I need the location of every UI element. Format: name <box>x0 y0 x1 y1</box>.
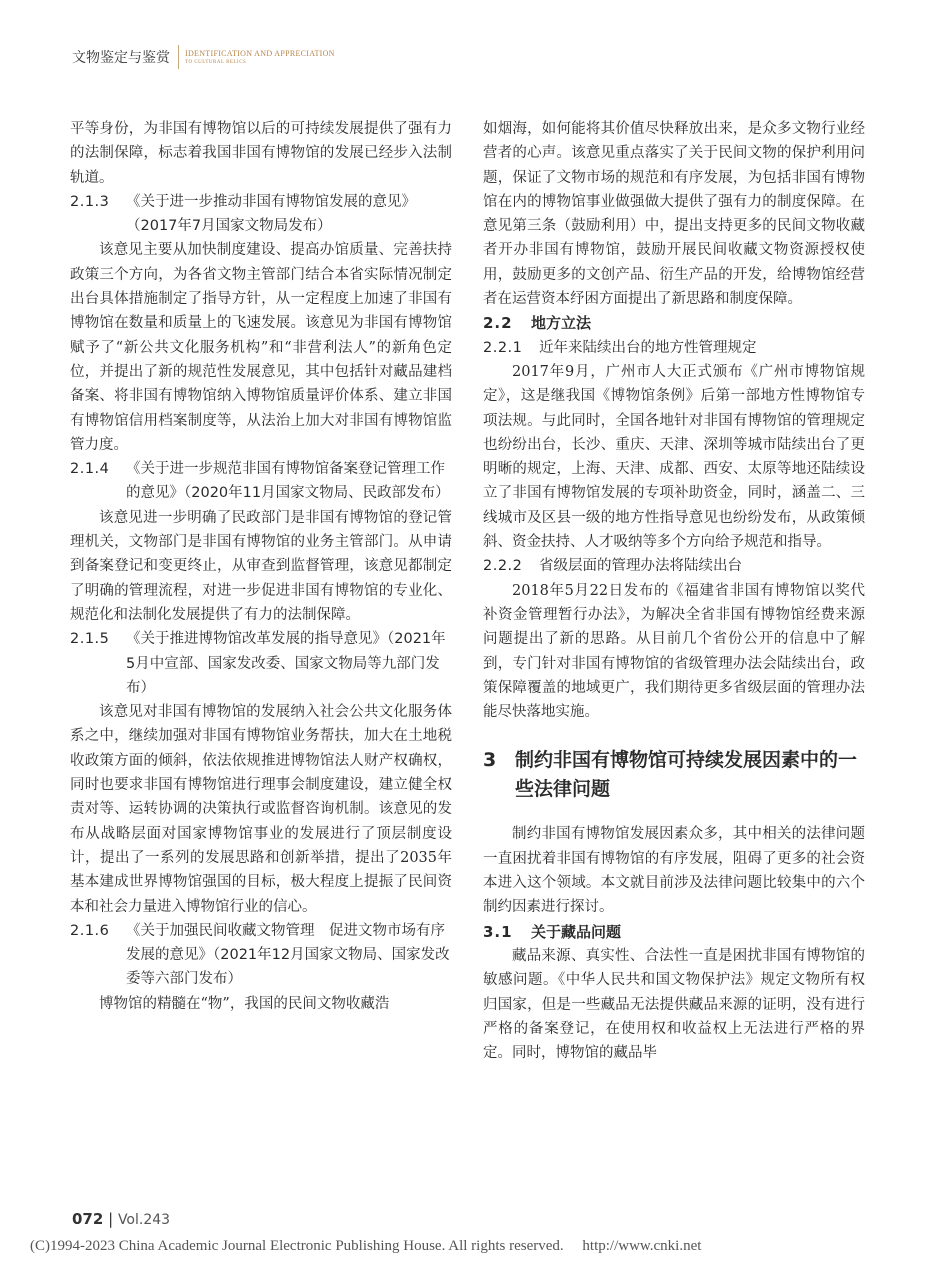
paragraph: 该意见进一步明确了民政部门是非国有博物馆的登记管理机关，文物部门是非国有博物馆的业务主管部门。从申请到备案登记和变更终止，从审查到监督管理，该意见都制定了明确的管理流程，对进一步促进非国有博物馆的专业化、规范化和法制化发展提供了有力的法制保障。 <box>70 509 452 623</box>
section-title: 《关于加强民间收藏文物管理 促进文物市场有序发展的意见》（2021年12月国家文物局、国家发改委等六部门发布） <box>126 922 450 988</box>
section-heading-3-1 <box>483 920 865 944</box>
journal-title-cn: 文物鉴定与鉴赏 <box>72 50 170 66</box>
section-number: 2.1.5 <box>70 631 110 648</box>
section-title: 地方立法 <box>531 314 592 333</box>
journal-title-en-line1: IDENTIFICATION AND APPRECIATION <box>185 48 335 58</box>
page-footer <box>72 1210 170 1228</box>
paragraph: 2017年9月，广州市人大正式颁布《广州市博物馆规定》，这是继我国《博物馆条例》后第一部地方性博物馆专项法规。与此同时，全国各地针对非国有博物馆的管理规定也纷纷出台，长沙、重庆、天津、深圳等城市陆续出台了更明晰的规定，上海、天津、成都、西安、太原等地还陆续设立了非国有博物馆发展的专项补助资金，同时，涵盖二、三线城市及区县一级的地方性指导意见也纷纷发布，从政策倾斜、资金扶持、人才吸纳等多个方向给予规范和指导。 <box>483 363 865 551</box>
page-number: 072 <box>72 1210 104 1228</box>
section-heading-2-1-6 <box>70 919 452 992</box>
section-number: 3 <box>483 749 497 772</box>
right-column <box>483 117 865 1065</box>
paragraph: 博物馆的精髓在“物”，我国的民间文物收藏浩 <box>99 995 390 1012</box>
paragraph: 该意见对非国有博物馆的发展纳入社会公共文化服务体系之中，继续加强对非国有博物馆业务帮扶，加大在土地税收政策方面的倾斜，依法依规推进博物馆法人财产权确权，同时也要求非国有博物馆进行理事会制度建设，建立健全权责对等、运转协调的决策执行或监督咨询机制。该意见的发布从战略层面对国家博物馆事业的发展进行了顶层制度设计，提出了一系列的发展思路和创新举措，提出了2035年基本建成世界博物馆强国的目标，极大程度上提振了民间资本和社会力量进入博物馆行业的信心。 <box>70 704 452 915</box>
section-number: 2.1.3 <box>70 193 110 210</box>
volume-number: Vol.243 <box>117 1212 171 1228</box>
copyright-notice: (C)1994-2023 China Academic Journal Electronic Publishing House. All rights reserved. http://www.cnki.net <box>30 1238 702 1254</box>
section-heading-2-1-5 <box>70 627 452 700</box>
section-title: 《关于进一步推动非国有博物馆发展的意见》（2017年7月国家文物局发布） <box>126 193 416 235</box>
section-number: 2.2 <box>483 314 513 333</box>
journal-title-en-line2: TO CULTURAL RELICS <box>185 59 247 65</box>
paragraph: 2018年5月22日发布的《福建省非国有博物馆以奖代补资金管理暂行办法》，为解决全省非国有博物馆经费来源问题提出了新的思路。从目前几个省份公开的信息中了解到，专门针对非国有博物馆的省级管理办法会陆续出台，政策保障覆盖的地域更广，我们期待更多省级层面的管理办法能尽快落地实施。 <box>483 582 865 721</box>
section-number: 3.1 <box>483 922 513 941</box>
paragraph: 该意见主要从加快制度建设、提高办馆质量、完善扶持政策三个方向，为各省文物主管部门结合本省实际情况制定出台具体措施制定了指导方针，从一定程度上加速了非国有博物馆在数量和质量上的飞速发展。该意见为非国有博物馆赋予了“新公共文化服务机构”和“非营利法人”的新角色定位，并提出了新的规范性发展意见，其中包括针对藏品建档备案、将非国有博物馆纳入博物馆质量评价体系、建立非国有博物馆信用档案制度等，从法治上加大对非国有博物馆监管力度。 <box>70 242 452 453</box>
section-title: 《关于进一步规范非国有博物馆备案登记管理工作的意见》（2020年11月国家文物局、民政部发布） <box>126 461 450 502</box>
section-heading-2-1-3 <box>70 190 452 239</box>
section-heading-2-2-2 <box>483 554 865 578</box>
section-title: 关于藏品问题 <box>531 922 622 941</box>
section-heading-2-2-1 <box>483 336 865 360</box>
left-column <box>70 117 452 1016</box>
header-divider <box>178 45 179 69</box>
section-title: 近年来陆续出台的地方性管理规定 <box>539 339 757 356</box>
section-number: 2.1.4 <box>70 461 110 478</box>
footer-separator: | <box>108 1210 114 1228</box>
section-heading-2-1-4 <box>70 457 452 506</box>
section-number: 2.2.2 <box>483 558 523 575</box>
paragraph: 平等身份，为非国有博物馆以后的可持续发展提供了强有力的法制保障，标志着我国非国有博物馆的发展已经步入法制轨道。 <box>70 121 452 186</box>
section-number: 2.2.1 <box>483 339 523 356</box>
paragraph: 如烟海，如何能将其价值尽快释放出来，是众多文物行业经营者的心声。该意见重点落实了关于民间文物的保护利用问题，保证了文物市场的规范和有序发展，为包括非国有博物馆在内的博物馆事业做强做大提供了强有力的制度保障。在意见第三条（鼓励利用）中，提出支持更多的民间文物收藏者开办非国有博物馆，鼓励开展民间收藏文物资源授权使用，鼓励更多的文创产品、衍生产品的开发，给博物馆经营者在运营资本纾困方面提出了新思路和制度保障。 <box>483 121 865 308</box>
running-header <box>72 42 335 72</box>
section-heading-2-2 <box>483 311 865 335</box>
section-number: 2.1.6 <box>70 922 110 939</box>
section-title: 制约非国有博物馆可持续发展因素中的一些法律问题 <box>515 749 858 801</box>
paragraph: 藏品来源、真实性、合法性一直是困扰非国有博物馆的敏感问题。《中华人民共和国文物保护法》规定文物所有权归国家，但是一些藏品无法提供藏品来源的证明，没有进行严格的备案登记，在使用权和收益权上无法进行严格的界定。同时，博物馆的藏品毕 <box>483 947 865 1062</box>
journal-title-en <box>185 50 335 65</box>
paragraph: 制约非国有博物馆发展因素众多，其中相关的法律问题一直困扰着非国有博物馆的有序发展，阻碍了更多的社会资本进入这个领域。本文就目前涉及法律问题比较集中的六个制约因素进行探讨。 <box>483 826 865 916</box>
section-title: 省级层面的管理办法将陆续出台 <box>539 558 742 575</box>
section-title: 《关于推进博物馆改革发展的指导意见》（2021年5月中宣部、国家发改委、国家文物局等九部门发布） <box>126 631 446 696</box>
section-heading-3 <box>483 746 865 804</box>
